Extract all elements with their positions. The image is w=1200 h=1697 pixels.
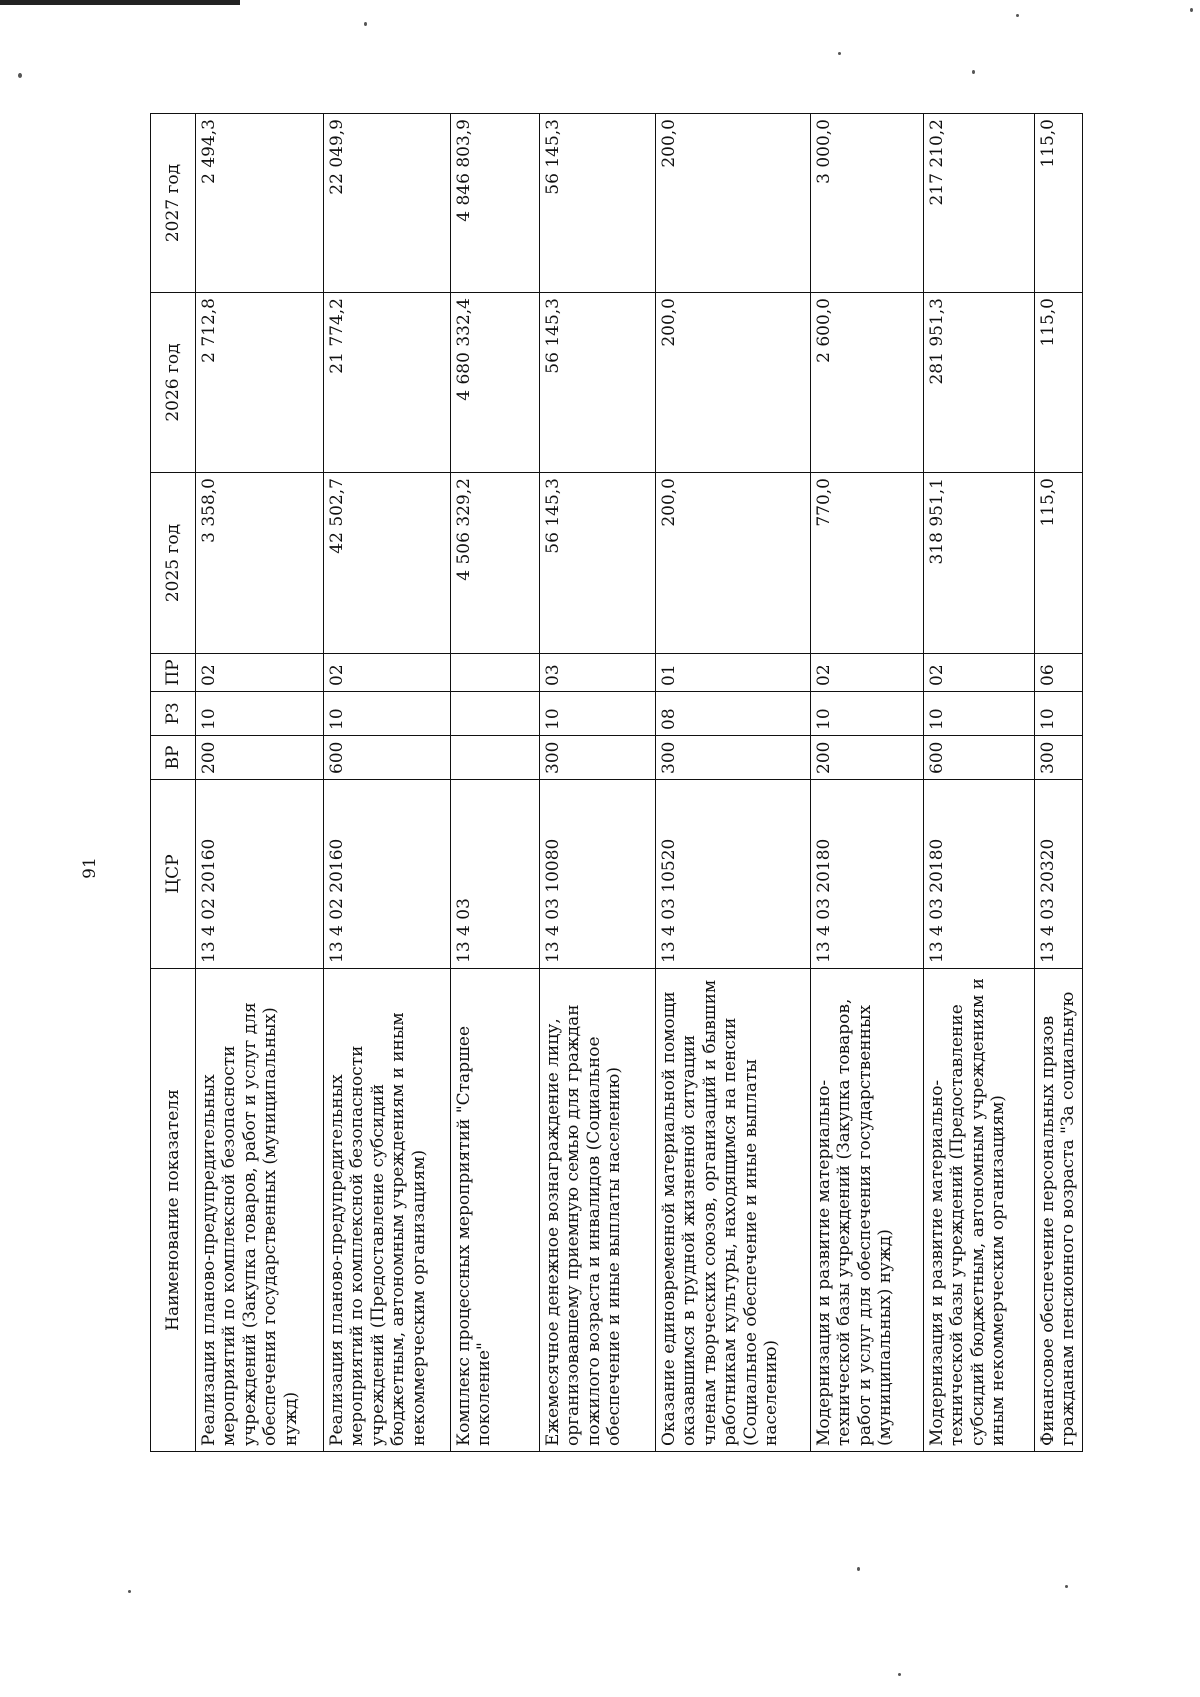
row-2026: 2 600,0: [811, 293, 924, 473]
row-vr: [451, 736, 540, 780]
scan-speck: [898, 1673, 901, 1676]
row-2025: 318 951,1: [924, 473, 1035, 654]
table-header-row: [151, 114, 196, 1452]
table-row: [451, 114, 540, 1452]
scan-speck: [857, 1567, 860, 1571]
table-row: [324, 114, 451, 1452]
scan-speck: [364, 22, 367, 26]
row-pr: 02: [811, 654, 924, 692]
table-row: [196, 114, 324, 1452]
row-pr: 06: [1035, 654, 1083, 692]
header-name: Наименование показателя: [151, 969, 196, 1452]
row-2026: 2 712,8: [196, 293, 324, 473]
rotated-table-wrapper: [150, 114, 1079, 1452]
row-2025: 770,0: [811, 473, 924, 654]
row-rz: 10: [1035, 692, 1083, 736]
header-2027: 2027 год: [151, 114, 196, 293]
row-2025: 4 506 329,2: [451, 473, 540, 654]
row-csr: 13 4 03 20320: [1035, 780, 1083, 969]
row-vr: 600: [324, 736, 451, 780]
row-2027: 4 846 803,9: [451, 114, 540, 293]
row-name: Финансовое обеспечение персональных призов гражданам пенсионного возраста "За социальную: [1035, 969, 1083, 1452]
row-name: Комплекс процессных мероприятий "Старшее поколение": [451, 969, 540, 1452]
row-csr: 13 4 02 20160: [324, 780, 451, 969]
row-pr: 01: [656, 654, 811, 692]
header-csr: ЦСР: [151, 780, 196, 969]
row-csr: 13 4 02 20160: [196, 780, 324, 969]
row-rz: 10: [196, 692, 324, 736]
row-2026: 115,0: [1035, 293, 1083, 473]
row-vr: 200: [811, 736, 924, 780]
row-2025: 42 502,7: [324, 473, 451, 654]
row-pr: 02: [924, 654, 1035, 692]
row-2027: 2 494,3: [196, 114, 324, 293]
row-csr: 13 4 03 20180: [811, 780, 924, 969]
row-2026: 281 951,3: [924, 293, 1035, 473]
row-vr: 300: [656, 736, 811, 780]
row-2027: 200,0: [656, 114, 811, 293]
row-rz: 10: [324, 692, 451, 736]
row-2025: 56 145,3: [540, 473, 656, 654]
row-2027: 3 000,0: [811, 114, 924, 293]
row-rz: 10: [811, 692, 924, 736]
header-2025: 2025 год: [151, 473, 196, 654]
scan-speck: [1065, 1585, 1068, 1588]
scan-speck: [18, 73, 22, 78]
row-2025: 200,0: [656, 473, 811, 654]
row-pr: 02: [196, 654, 324, 692]
row-name: Ежемесячное денежное вознаграждение лицу, организовавшему приемную семью для граждан пожилого возраста и инвалидов (Социальное обеспечение и иные выплаты населению): [540, 969, 656, 1452]
row-csr: 13 4 03: [451, 780, 540, 969]
row-pr: [451, 654, 540, 692]
row-2025: 115,0: [1035, 473, 1083, 654]
row-2026: 4 680 332,4: [451, 293, 540, 473]
header-vr: ВР: [151, 736, 196, 780]
row-name: Реализация планово-предупредительных мероприятий по комплексной безопасности учреждений (Предоставление субсидий бюджетным, автономным учреждениям и иным некоммерческим организациям): [324, 969, 451, 1452]
scan-speck: [1190, 8, 1193, 12]
budget-table: [150, 113, 1083, 1452]
row-vr: 600: [924, 736, 1035, 780]
row-2027: 22 049,9: [324, 114, 451, 293]
row-rz: [451, 692, 540, 736]
table-row: [924, 114, 1035, 1452]
row-name: Оказание единовременной материальной помощи оказавшимся в трудной жизненной ситуации членам творческих союзов, организаций и бывшим работникам культуры, находящимся на пенсии (Социальное обеспечение и иные выплаты населению): [656, 969, 811, 1452]
table-row: [811, 114, 924, 1452]
row-csr: 13 4 03 20180: [924, 780, 1035, 969]
row-vr: 200: [196, 736, 324, 780]
page-number: 91: [79, 857, 100, 879]
row-pr: 02: [324, 654, 451, 692]
row-rz: 10: [540, 692, 656, 736]
row-2027: 115,0: [1035, 114, 1083, 293]
row-rz: 10: [924, 692, 1035, 736]
row-2026: 21 774,2: [324, 293, 451, 473]
row-vr: 300: [1035, 736, 1083, 780]
header-rz: РЗ: [151, 692, 196, 736]
scan-speck: [128, 1590, 131, 1593]
row-csr: 13 4 03 10080: [540, 780, 656, 969]
row-2025: 3 358,0: [196, 473, 324, 654]
row-name: Модернизация и развитие материально-технической базы учреждений (Закупка товаров, работ и услуг для обеспечения государственных (муниципальных) нужд): [811, 969, 924, 1452]
row-rz: 08: [656, 692, 811, 736]
row-2027: 217 210,2: [924, 114, 1035, 293]
scan-edge-mark: [0, 0, 240, 5]
row-name: Реализация планово-предупредительных мероприятий по комплексной безопасности учреждений (Закупка товаров, работ и услуг для обеспечения государственных (муниципальных) нужд): [196, 969, 324, 1452]
row-name: Модернизация и развитие материально-технической базы учреждений (Предоставление субсидий бюджетным, автономным учреждениям и иным некоммерческим организациям): [924, 969, 1035, 1452]
scan-speck: [838, 52, 841, 55]
scan-speck: [1016, 14, 1019, 17]
header-2026: 2026 год: [151, 293, 196, 473]
row-2027: 56 145,3: [540, 114, 656, 293]
row-csr: 13 4 03 10520: [656, 780, 811, 969]
row-2026: 56 145,3: [540, 293, 656, 473]
row-2026: 200,0: [656, 293, 811, 473]
table-row: [540, 114, 656, 1452]
row-vr: 300: [540, 736, 656, 780]
table-row: [656, 114, 811, 1452]
table-row: [1035, 114, 1083, 1452]
row-pr: 03: [540, 654, 656, 692]
header-pr: ПР: [151, 654, 196, 692]
scan-speck: [972, 70, 975, 74]
